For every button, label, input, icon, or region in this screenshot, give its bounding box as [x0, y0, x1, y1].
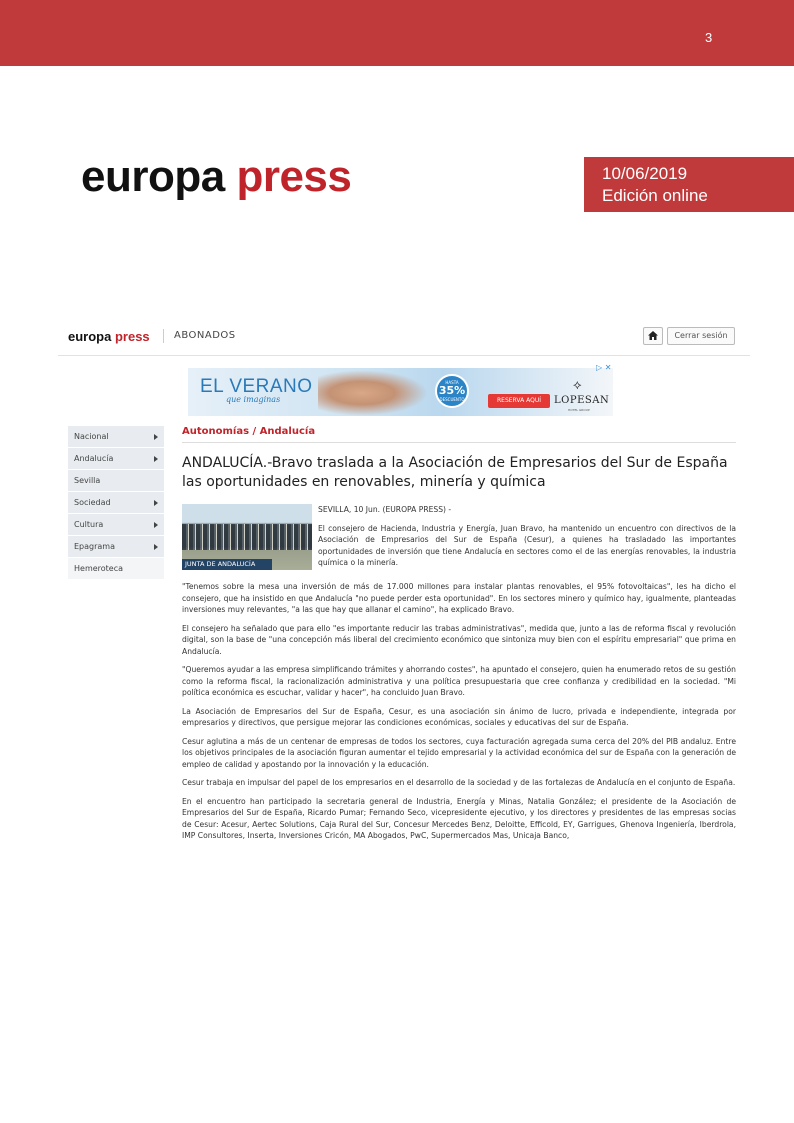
- badge-value: 35%: [438, 384, 466, 397]
- publication-date: 10/06/2019: [602, 164, 688, 183]
- sidebar-nav: [68, 426, 164, 580]
- sidebar-item-sociedad[interactable]: [68, 492, 164, 514]
- caret-right-icon: [154, 544, 158, 550]
- caret-right-icon: [154, 522, 158, 528]
- home-button[interactable]: [643, 327, 663, 345]
- site-logo[interactable]: [68, 329, 150, 344]
- page-number: 3: [705, 30, 713, 45]
- caret-right-icon: [154, 434, 158, 440]
- badge-bottom: DESCUENTO: [439, 397, 465, 402]
- breadcrumb[interactable]: Autonomías / Andalucía: [182, 426, 736, 443]
- ad-discount-badge: [435, 374, 469, 408]
- caret-right-icon: [154, 456, 158, 462]
- article-lead: [182, 504, 736, 574]
- sidebar-item-sevilla[interactable]: [68, 470, 164, 492]
- article-photo[interactable]: [182, 504, 312, 570]
- site-header: [58, 318, 750, 356]
- logo-word-europa: europa: [81, 152, 225, 201]
- europa-press-logo: [81, 152, 351, 202]
- article-paragraph: "Tenemos sobre la mesa una inversión de más de 17.000 millones para instalar plantas renovables, el 95% fotovoltaicas", les ha dicho el consejero, que ha insistido en que Andalucía "no puede perder esta oportunidad". En los sectores minero y químico hay, igualmente, planteadas inversiones muy relevantes, "a las que hay que allanar el camino", ha explicado Bravo.: [182, 582, 736, 614]
- sidebar-item-label: Nacional: [74, 432, 109, 441]
- group-photo: [182, 524, 312, 550]
- article-paragraph: "Queremos ayudar a las empresa simplificando trámites y ahorrando costes", ha apuntado el consejero, quien ha enumerado retos de su gestión como la reforma fiscal, la racionalización administrativa y una política presupuestaria que cree confianza y credibilidad en la sociedad. "Mi política económica es escuchar, validar y hacer", ha concluido Juan Bravo.: [182, 665, 736, 697]
- article-paragraph: En el encuentro han participado la secretaria general de Industria, Energía y Minas, Natalia González; el presidente de la Asociación de Empresarios del Sur de España, Ricardo Pumar; Fernando Seco, vicepresidente ejecutivo, y los directores y presidentes de las empresas socias de Cesur: Acesur, Aertec Solutions, Caja Rural del Sur, Concesur Mercedes Benz, Deloitte, Efficold, EY, Garrigues, Ghenova Ingeniería, Iberdrola, IMP Consultores, Inserta, Inversiones Cricón, MA Abogados, PwC, Supermercados Mas, Unicaja Banco,: [182, 796, 736, 840]
- sidebar-item-andalucia[interactable]: [68, 448, 164, 470]
- article-screenshot: [58, 318, 750, 890]
- article: [182, 426, 736, 842]
- site-logo-europa: europa: [68, 329, 112, 344]
- sidebar-item-hemeroteca[interactable]: [68, 558, 164, 580]
- section-abonados: ABONADOS: [163, 329, 236, 343]
- ad-brand-sub: HOTEL GROUP: [568, 408, 590, 412]
- site-logo-press: press: [114, 329, 150, 344]
- ad-title: EL VERANO: [200, 376, 313, 397]
- ad-choices-icon[interactable]: ▷ ✕: [596, 363, 612, 372]
- article-paragraph: La Asociación de Empresarios del Sur de España, Cesur, es una asociación sin ánimo de lucro, privada e independiente, integrada por empresarios y directivos, que persigue mejorar las condiciones económicas, sociales y educativas del sur de España.: [182, 706, 736, 727]
- caret-right-icon: [154, 500, 158, 506]
- top-banner: [0, 0, 794, 66]
- ad-banner[interactable]: [188, 368, 613, 416]
- sidebar-item-label: Sociedad: [74, 498, 111, 507]
- sidebar-item-cultura[interactable]: [68, 514, 164, 536]
- sidebar-item-epagrama[interactable]: [68, 536, 164, 558]
- ad-subtitle: que imaginas: [226, 395, 281, 404]
- article-paragraph: Cesur trabaja en impulsar del papel de los empresarios en el desarrollo de la sociedad y de las fortalezas de Andalucía en el conjunto de España.: [182, 778, 736, 787]
- lead-text: [318, 504, 736, 569]
- badge-top: HASTA: [445, 380, 459, 385]
- home-icon: [644, 328, 662, 344]
- dateline: SEVILLA, 10 Jun. (EUROPA PRESS) -: [318, 505, 452, 514]
- sidebar-item-label: Sevilla: [74, 476, 101, 485]
- ad-brand: LOPESAN: [554, 395, 610, 406]
- logout-button[interactable]: Cerrar sesión: [667, 327, 735, 345]
- article-headline: ANDALUCÍA.-Bravo traslada a la Asociación de Empresarios del Sur de España las oportunidades en renovables, minería y química: [182, 455, 728, 490]
- sidebar-item-label: Hemeroteca: [74, 564, 124, 573]
- ad-cta-button[interactable]: RESERVA AQUÍ: [488, 394, 550, 408]
- sidebar-item-nacional[interactable]: [68, 426, 164, 448]
- lopesan-bird-icon: ⟡: [573, 378, 582, 393]
- logo-word-press: press: [236, 152, 352, 201]
- date-box: [584, 157, 794, 212]
- ad-photo: [318, 370, 428, 416]
- sidebar-item-label: Epagrama: [74, 542, 115, 551]
- article-paragraph: Cesur aglutina a más de un centenar de empresas de todos los sectores, cuya facturación agregada suma cerca del 20% del PIB andaluz. Entre los objetivos principales de la asociación figuran aumentar el tejido empresarial y la actividad económica del sur de España con la generación de empleo de calidad y apostando por la innovación y la educación.: [182, 736, 736, 769]
- article-paragraph: El consejero ha señalado que para ello "es importante reducir las trabas administrativas", medida que, junto a las de reforma fiscal y revolución digital, son la base de "una concepción más liberal del crecimiento económico que sintoniza muy bien con el espíritu empresarial" que prima en Andalucía.: [182, 623, 736, 656]
- edition-label: Edición online: [602, 186, 708, 205]
- sidebar-item-label: Andalucía: [74, 454, 114, 463]
- photo-caption: JUNTA DE ANDALUCÍA: [182, 559, 272, 570]
- sidebar-item-label: Cultura: [74, 520, 104, 529]
- lead-paragraph: El consejero de Hacienda, Industria y Energía, Juan Bravo, ha mantenido un encuentro con directivos de la Asociación de Empresarios del Sur de España (Cesur), a quienes ha trasladado las importantes oportunidades de inversión que tiene Andalucía en sectores como el de las energías renovables, la industria química o la minería.: [318, 523, 736, 567]
